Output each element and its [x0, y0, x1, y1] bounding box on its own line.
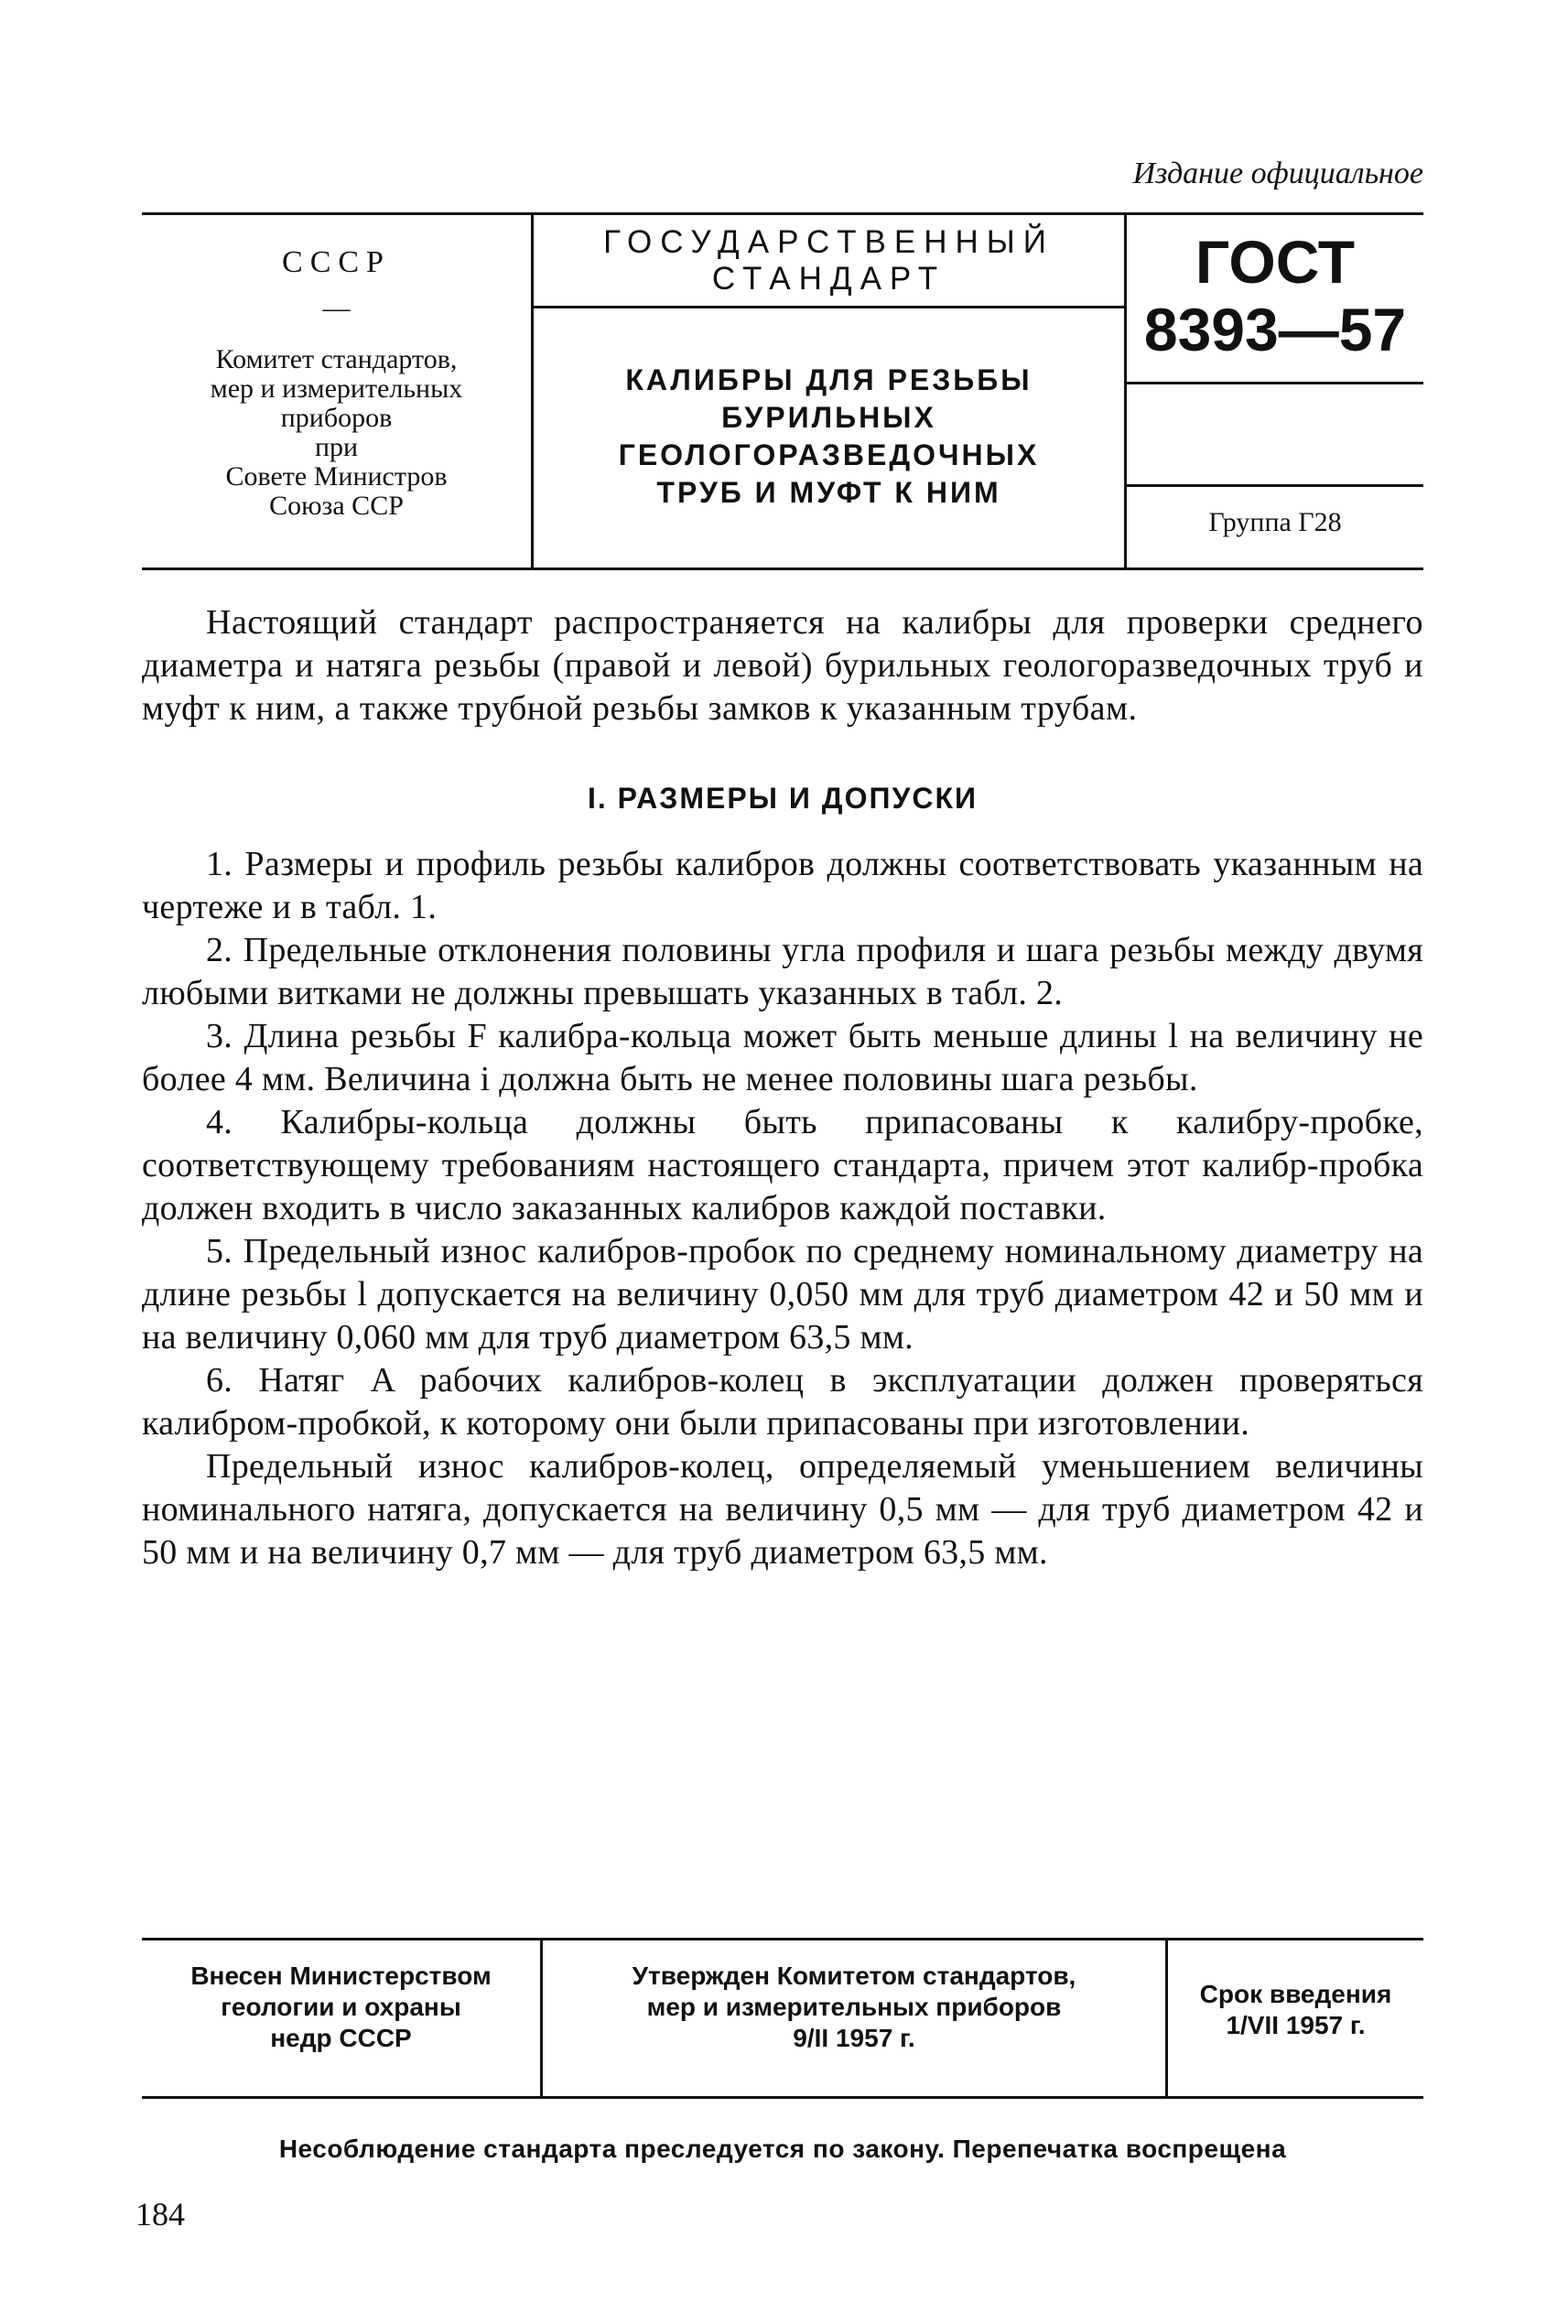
standard-type-line: ГОСУДАРСТВЕННЫЙ	[603, 224, 1054, 260]
gost-number: 8393—57	[1143, 296, 1407, 363]
country-label: СССР	[282, 245, 391, 279]
submitted-by-cell	[142, 1940, 543, 2096]
paragraph-7: Предельный износ калибров-колец, определяемый уменьшением величины номинального натяга, допускается на величину 0,5 мм — для труб диаметром 42 и 50 мм и на величину 0,7 мм — для труб диаметром 63,5 мм.	[142, 1447, 1423, 1572]
committee-line: при	[314, 432, 359, 462]
committee-line: приборов	[280, 403, 393, 433]
standard-type-line: СТАНДАРТ	[711, 261, 946, 297]
committee-line: Комитет стандартов,	[215, 344, 458, 374]
empty-cell	[1127, 384, 1423, 487]
title-line: ГЕОЛОГОРАЗВЕДОЧНЫХ	[618, 438, 1040, 471]
effective-date-cell	[1168, 1940, 1423, 2096]
paragraph-1: 1. Размеры и профиль резьбы калибров должны соответствовать указанным на чертеже и в табл. 1.	[142, 845, 1423, 926]
header-right-cell	[1127, 215, 1423, 567]
header-block	[142, 212, 1423, 570]
standard-type	[534, 215, 1124, 308]
gost-designation	[1127, 215, 1423, 384]
paragraph-4: 4. Калибры-кольца должны быть припасованы к калибру-пробке, соответствующему требованиям настоящего стандарта, причем этот калибр-пробка должен входить в число заказанных калибров каждой поставки.	[142, 1103, 1423, 1227]
country-dash: —	[322, 293, 351, 323]
title-line: БУРИЛЬНЫХ	[721, 401, 936, 434]
paragraph-5: 5. Предельный износ калибров-пробок по среднему номинальному диаметру на длине резьбы l допускается на величину 0,050 мм для труб диаметром 42 и 50 мм и на величину 0,060 мм для труб диаметром 63,5 мм.	[142, 1232, 1423, 1357]
edition-label: Издание официальное	[1132, 157, 1423, 190]
group-label: Группа Г28	[1208, 507, 1342, 537]
committee-line: мер и измерительных	[210, 373, 463, 404]
paragraph-2: 2. Предельные отклонения половины угла профиля и шага резьбы между двумя любыми витками не должны превышать указанных в табл. 2.	[142, 931, 1423, 1012]
header-left-cell	[142, 215, 534, 567]
footer-table	[142, 1938, 1423, 2099]
submitted-line: недр СССР	[270, 2024, 412, 2052]
effective-line: 1/VII 1957 г.	[1226, 2011, 1366, 2039]
document-page	[142, 156, 1423, 1574]
gost-label: ГОСТ	[1195, 228, 1356, 296]
page-number: 184	[135, 2196, 185, 2232]
intro-paragraph: Настоящий стандарт распространяется на калибры для проверки среднего диаметра и натяга резьбы (правой и левой) бурильных геологоразведочных труб и муфт к ним, а также трубной резьбы замков к указанным трубам.	[142, 603, 1423, 728]
committee-name	[142, 345, 531, 521]
title-line: ТРУБ И МУФТ К НИМ	[656, 476, 1001, 509]
title-line: КАЛИБРЫ ДЛЯ РЕЗЬБЫ	[625, 363, 1033, 396]
standard-title	[534, 308, 1124, 512]
submitted-line: геологии и охраны	[221, 1993, 461, 2021]
paragraph-6: 6. Натяг A рабочих калибров-колец в эксплуатации должен проверяться калибром-пробкой, к которому они были припасованы при изготовлении.	[142, 1361, 1423, 1443]
committee-line: Совете Министров	[225, 461, 448, 492]
approved-line: мер и измерительных приборов	[646, 1993, 1062, 2021]
header-middle-cell	[534, 215, 1127, 567]
committee-line: Союза ССР	[269, 491, 404, 521]
approved-by-cell	[543, 1940, 1168, 2096]
submitted-line: Внесен Министерством	[190, 1962, 492, 1990]
paragraph-3: 3. Длина резьбы F калибра-кольца может быть меньше длины l на величину не более 4 мм. Величина i должна быть не менее половины шага резьбы.	[142, 1017, 1423, 1098]
section-title: I. РАЗМЕРЫ И ДОПУСКИ	[587, 782, 979, 815]
legal-notice: Несоблюдение стандарта преследуется по закону. Перепечатка воспрещена	[278, 2135, 1287, 2163]
effective-line: Срок введения	[1199, 1980, 1392, 2008]
approved-line: 9/II 1957 г.	[793, 2024, 915, 2052]
approved-line: Утвержден Комитетом стандартов,	[632, 1962, 1076, 1990]
